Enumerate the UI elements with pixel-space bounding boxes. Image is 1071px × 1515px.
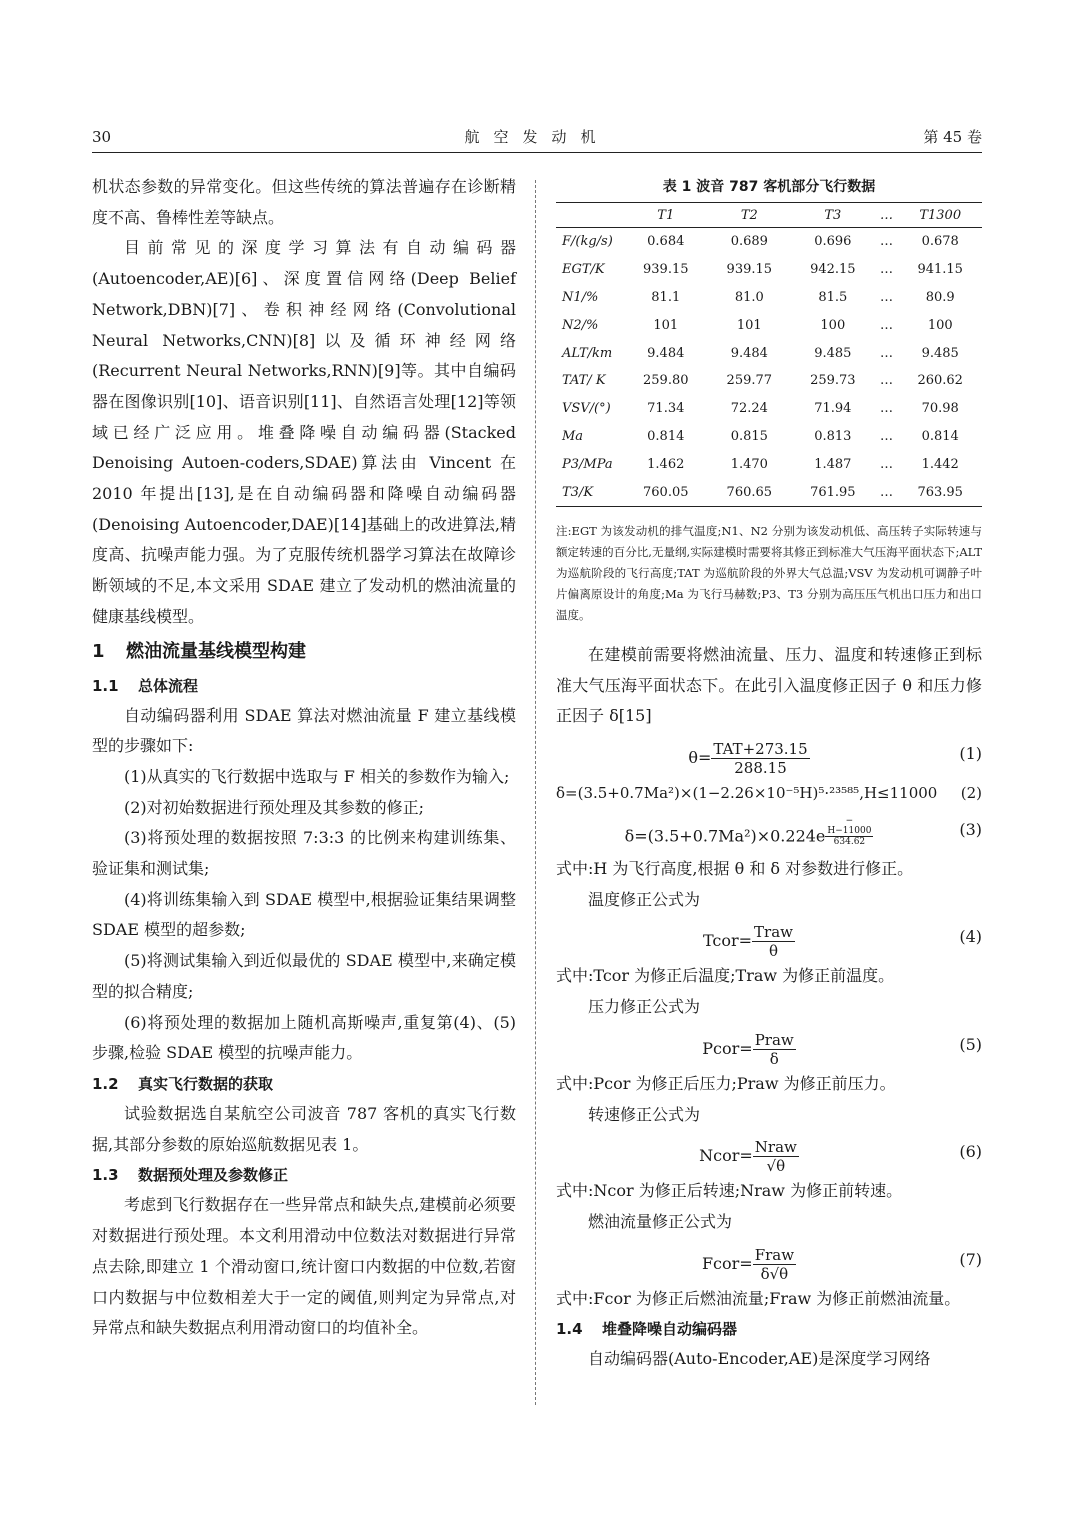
denominator: 634.62 <box>833 837 866 848</box>
table-row <box>556 478 982 506</box>
fraction <box>753 1246 796 1283</box>
paragraph: 在建模前需要将燃油流量、压力、温度和转速修正到标准大气压海平面状态下。在此引入温度修正因子 θ 和压力修正因子 δ[15] <box>556 644 982 726</box>
table-cell: 101 <box>653 317 679 333</box>
equation-number: (4) <box>959 927 982 947</box>
table-cell: 81.0 <box>734 289 764 305</box>
table-cell: 100 <box>820 317 846 333</box>
equation-number: (7) <box>959 1249 982 1269</box>
table-caption: 表 1 波音 787 客机部分飞行数据 <box>662 179 876 195</box>
eq-lhs: Fcor= <box>701 1253 753 1273</box>
table-header-cell: T2 <box>708 203 792 228</box>
table-header-cell <box>556 203 624 228</box>
table-cell: 70.98 <box>921 401 959 417</box>
denominator: √θ <box>766 1157 786 1176</box>
table-cell: 1.442 <box>921 456 959 472</box>
denominator: δ√θ <box>760 1264 789 1283</box>
paragraph: 自动编码器利用 SDAE 算法对燃油流量 F 建立基线模型的步骤如下: <box>92 705 516 756</box>
table-cell: 939.15 <box>726 262 773 278</box>
list-item: (1)从真实的飞行数据中选取与 F 相关的参数作为输入; <box>124 766 510 786</box>
subsection-number: 1.1 <box>92 676 119 695</box>
table-row <box>556 395 982 423</box>
table-cell: 760.65 <box>726 484 773 500</box>
row-label: Ma <box>562 428 584 444</box>
denominator: 288.15 <box>734 759 787 778</box>
table-row <box>556 423 982 451</box>
table-cell: 0.678 <box>921 234 959 250</box>
table-header-cell: T1300 <box>898 203 982 228</box>
subsection-number: 1.4 <box>556 1320 583 1339</box>
eq-lhs: θ= <box>688 748 712 768</box>
page-number: 30 <box>92 128 112 146</box>
paragraph: 考虑到飞行数据存在一些异常点和缺失点,建模前必须要对数据进行预处理。本文利用滑动中位数法对数据进行异常点去除,即建立 1 个滑动窗口,统计窗口内数据的中位数,若窗口内数据与中位数相差大于一定的阈值,则判定为异常点,对异常点和缺失数据点利用滑动窗口的均值补全。 <box>92 1195 516 1338</box>
paragraph: 自动编码器(Auto-Encoder,AE)是深度学习网络 <box>588 1349 931 1369</box>
table-cell: … <box>880 262 894 278</box>
table-cell: 760.05 <box>643 484 689 500</box>
table-cell: 259.77 <box>726 373 773 389</box>
equation-7 <box>556 1238 982 1284</box>
row-label: ALT/km <box>562 345 613 361</box>
table-cell: 1.470 <box>730 456 768 472</box>
fraction <box>752 923 795 960</box>
table-row <box>556 284 982 312</box>
table-cell: 72.24 <box>730 401 768 417</box>
table-cell: … <box>880 428 894 444</box>
list-item: (5)将测试集输入到近似最优的 SDAE 模型中,来确定模型的拟合精度; <box>92 951 516 1001</box>
section-title: 燃油流量基线模型构建 <box>126 640 306 662</box>
equation-4 <box>556 915 982 961</box>
paragraph: 式中:Fcor 为修正后燃油流量;Fraw 为修正前燃油流量。 <box>556 1288 961 1308</box>
equation-number: (5) <box>959 1034 982 1054</box>
section-number: 1 <box>92 640 105 662</box>
table-cell: 9.484 <box>647 345 685 361</box>
list-item: (2)对初始数据进行预处理及其参数的修正; <box>124 797 425 817</box>
paragraph: 式中:Ncor 为修正后转速;Nraw 为修正前转速。 <box>556 1181 903 1201</box>
paragraph: 燃油流量修正公式为 <box>588 1212 733 1231</box>
table-cell: 9.485 <box>814 345 852 361</box>
left-column <box>92 172 516 1344</box>
table-cell: … <box>880 345 894 361</box>
volume-label: 第 45 卷 <box>923 128 982 146</box>
right-column <box>556 172 982 1375</box>
equation-number: (2) <box>960 784 982 803</box>
list-item: (6)将预处理的数据加上随机高斯噪声,重复第(4)、(5)步骤,检验 SDAE 模型的抗噪声能力。 <box>92 1012 516 1063</box>
subsection-heading <box>92 1069 516 1099</box>
fraction <box>753 1138 799 1175</box>
subsection-number: 1.3 <box>92 1166 119 1185</box>
column-divider <box>535 180 536 1405</box>
table-cell: 0.689 <box>730 234 768 250</box>
eq-lhs: Tcor= <box>702 931 753 951</box>
table-cell: 71.94 <box>814 401 852 417</box>
table-header-row <box>556 203 982 228</box>
table-cell: 761.95 <box>810 484 856 500</box>
numerator: TAT+273.15 <box>713 740 808 759</box>
table-cell: 939.15 <box>643 262 689 278</box>
table-cell: 259.80 <box>643 373 689 389</box>
subsection-title: 总体流程 <box>138 676 199 695</box>
table-cell: 0.815 <box>730 428 768 444</box>
journal-title: 航空发动机 <box>464 128 610 146</box>
page-header <box>92 126 982 153</box>
row-label: T3/K <box>562 484 594 500</box>
equation-number: (1) <box>959 744 982 764</box>
section-heading <box>92 633 516 671</box>
table-cell: 941.15 <box>917 262 963 278</box>
row-label: EGT/K <box>562 262 605 278</box>
exponent-fraction: − H−11000 634.62 <box>827 816 872 848</box>
numerator: Fraw <box>754 1245 795 1264</box>
list-item: (4)将训练集输入到 SDAE 模型中,根据验证集结果调整 SDAE 模型的超参数; <box>92 889 516 940</box>
table-cell: … <box>880 373 894 389</box>
table-cell: 0.696 <box>814 234 852 250</box>
table-cell: 80.9 <box>925 289 955 305</box>
denominator: δ <box>769 1049 779 1068</box>
table-cell: … <box>880 289 894 305</box>
table-row <box>556 339 982 367</box>
paragraph: 转速修正公式为 <box>588 1104 701 1124</box>
subsection-title: 堆叠降噪自动编码器 <box>602 1320 738 1339</box>
numerator: Traw <box>754 923 794 942</box>
subsection-heading <box>92 671 516 701</box>
denominator: θ <box>769 942 779 961</box>
equation-1 <box>556 732 982 778</box>
table-cell: … <box>880 456 894 472</box>
paragraph: 式中:Tcor 为修正后温度;Traw 为修正前温度。 <box>556 966 895 986</box>
table-cell: 763.95 <box>917 484 963 500</box>
flight-data-table <box>556 202 982 507</box>
row-label: TAT/ K <box>562 373 606 389</box>
paragraph: 机状态参数的异常变化。但这些传统的算法普遍存在诊断精度不高、鲁棒性差等缺点。 <box>92 177 516 227</box>
subsection-title: 真实飞行数据的获取 <box>138 1074 274 1093</box>
table-cell: 1.487 <box>814 456 852 472</box>
fraction <box>711 740 809 777</box>
equation-number: (3) <box>959 820 982 840</box>
table-cell: 101 <box>736 317 762 333</box>
equation-6 <box>556 1130 982 1176</box>
numerator: H−11000 <box>827 826 872 837</box>
table-header-cell: T1 <box>624 203 708 228</box>
table-cell: … <box>880 401 894 417</box>
subsection-heading <box>556 1314 982 1344</box>
equation-5 <box>556 1023 982 1069</box>
table-cell: 0.814 <box>647 428 685 444</box>
table-cell: … <box>880 484 894 500</box>
table-cell: 71.34 <box>647 401 685 417</box>
list-item: (3)将预处理的数据按照 7:3:3 的比例来构建训练集、验证集和测试集; <box>92 828 516 879</box>
row-label: N1/% <box>562 289 599 305</box>
table-cell: 100 <box>927 317 953 333</box>
table-cell: 260.62 <box>917 373 963 389</box>
table-cell: 1.462 <box>647 456 685 472</box>
eq-body: δ=(3.5+0.7Ma²)×0.224e <box>624 826 826 846</box>
fraction <box>753 1031 796 1068</box>
paragraph: 目前常见的深度学习算法有自动编码器(Autoencoder,AE)[6]、深度置信网络(Deep Belief Network,DBN)[7]、卷积神经网络(Convolutional Neural Networks,CNN)[8]以及循环神经网络(Recurrent Neural Networks,RNN)[9]等。其中自编码器在图像识别[10]、语音识别[11]、自然语言处理[12]等领域已经广泛应用。堆叠降噪自动编码器(Stacked Denoising Autoen-coders,SDAE)算法由 Vincent 在 2010 年提出[13],是在自动编码器和降噪自动编码器(Denoising Autoencoder,DAE)[14]基础上的改进算法,精度高、抗噪声能力强。为了克服传统机器学习算法在故障诊断领域的不足,本文采用 SDAE 建立了发动机的燃油流量的健康基线模型。 <box>92 238 516 626</box>
numerator: Nraw <box>754 1138 797 1157</box>
table-cell: 0.814 <box>921 428 959 444</box>
table-cell: 259.73 <box>810 373 856 389</box>
row-label: N2/% <box>562 317 599 333</box>
table-cell: 0.684 <box>647 234 685 250</box>
row-label: F/(kg/s) <box>562 234 613 250</box>
table-cell: 81.5 <box>818 289 848 305</box>
paragraph: 温度修正公式为 <box>588 889 701 909</box>
table-row <box>556 311 982 339</box>
table-cell: … <box>880 317 894 333</box>
table-cell: 81.1 <box>651 289 681 305</box>
table-cell: 9.484 <box>730 345 768 361</box>
table-cell: 942.15 <box>810 262 856 278</box>
equation-2 <box>556 778 982 808</box>
table-cell: 9.485 <box>921 345 959 361</box>
eq-lhs: Pcor= <box>702 1038 753 1058</box>
numerator: Praw <box>754 1030 794 1049</box>
paragraph: 式中:Pcor 为修正后压力;Praw 为修正前压力。 <box>556 1073 896 1093</box>
table-row <box>556 367 982 395</box>
eq-body: δ=(3.5+0.7Ma²)×(1−2.26×10⁻⁵H)⁵·²³⁵⁸⁵,H≤11000 <box>556 784 938 803</box>
equation-3 <box>556 808 982 854</box>
equation-number: (6) <box>959 1142 982 1162</box>
table-row <box>556 450 982 478</box>
subsection-number: 1.2 <box>92 1074 119 1093</box>
row-label: VSV/(°) <box>562 401 611 417</box>
table-cell: 0.813 <box>814 428 852 444</box>
table-note: 注:EGT 为该发动机的排气温度;N1、N2 分别为该发动机低、高压转子实际转速与额定转速的百分比,无量纲,实际建模时需要将其修正到标准大气压海平面状态下;ALT 为巡航阶段的飞行高度;TAT 为巡航阶段的外界大气总温;VSV 为发动机可调静子叶片偏离原设计的角度;Ma 为飞行马赫数;P3、T3 分别为高压压气机出口压力和出口温度。 <box>556 523 982 622</box>
table-cell: … <box>880 234 894 250</box>
paragraph: 试验数据选自某航空公司波音 787 客机的真实飞行数据,其部分参数的原始巡航数据见表 1。 <box>92 1103 516 1154</box>
paragraph: 式中:H 为飞行高度,根据 θ 和 δ 对参数进行修正。 <box>556 859 914 879</box>
subsection-heading <box>92 1160 516 1190</box>
subsection-title: 数据预处理及参数修正 <box>138 1166 289 1185</box>
row-label: P3/MPa <box>562 456 613 472</box>
eq-lhs: Ncor= <box>699 1146 753 1166</box>
table-header-cell: T3 <box>791 203 875 228</box>
table-row <box>556 256 982 284</box>
table-header-cell: … <box>875 203 899 228</box>
table-row <box>556 228 982 256</box>
paragraph: 压力修正公式为 <box>588 997 701 1017</box>
